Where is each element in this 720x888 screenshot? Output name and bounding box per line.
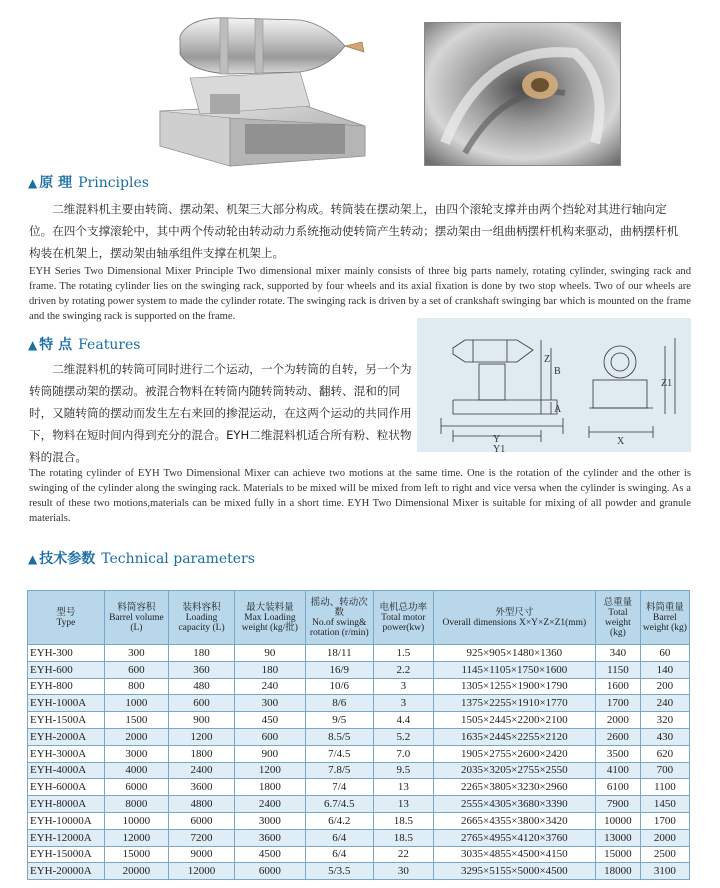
column-header-cn: 最大装料量 — [246, 601, 294, 613]
table-row — [28, 695, 690, 712]
table-cell: 13 — [373, 779, 433, 796]
table-cell-type: EYH-800 — [28, 678, 105, 695]
table-cell: 6/4 — [305, 829, 373, 846]
table-cell: 1635×2445×2255×2120 — [433, 728, 595, 745]
column-header-en: Total weight (kg) — [604, 607, 631, 638]
table-cell: 2400 — [168, 762, 234, 779]
table-cell: 450 — [235, 712, 305, 729]
table-cell: 1700 — [640, 812, 689, 829]
table-row — [28, 645, 690, 662]
table-header-row — [28, 591, 690, 645]
table-cell-type: EYH-1500A — [28, 712, 105, 729]
table-cell: 1800 — [168, 745, 234, 762]
table-cell-type: EYH-600 — [28, 661, 105, 678]
table-cell: 3000 — [104, 745, 168, 762]
table-cell: 7.8/5 — [305, 762, 373, 779]
table-cell: 10/6 — [305, 678, 373, 695]
table-cell: 60 — [640, 645, 689, 662]
table-cell: 5/3.5 — [305, 863, 373, 880]
column-header-en: No.of swing& rotation (r/min) — [309, 617, 369, 638]
table-cell: 1305×1255×1900×1790 — [433, 678, 595, 695]
table-cell: 2000 — [104, 728, 168, 745]
table-cell: 3100 — [640, 863, 689, 880]
table-cell: 2000 — [640, 829, 689, 846]
table-cell: 9000 — [168, 846, 234, 863]
triangle-bullet-icon: ▲ — [28, 176, 38, 190]
table-cell: 4800 — [168, 796, 234, 813]
table-cell: 9/5 — [305, 712, 373, 729]
principles-en-text: EYH Series Two Dimensional Mixer Principle Two dimensional mixer mainly consists of three big parts namely, rotating cylinder, swinging rack and frame. The rotating cylinder lies on the swinging rack, supported by four wheels and its axial fixation is done by two stop wheels. Two of our wheels are driven by rotating power system to made the cylinder rotate. The swinging rack is driven by a set of crankshaft swinging bar which is mounted on the frame and the swinging rack is supported on the frame. — [29, 266, 691, 322]
dim-label-a: A — [554, 404, 562, 415]
table-cell: 22 — [373, 846, 433, 863]
table-row — [28, 745, 690, 762]
features-heading: ▲ 特 点 Features — [28, 337, 141, 353]
table-row — [28, 796, 690, 813]
table-cell: 1800 — [235, 779, 305, 796]
table-cell-type: EYH-8000A — [28, 796, 105, 813]
table-cell: 7900 — [595, 796, 640, 813]
table-row — [28, 779, 690, 796]
table-cell: 2765×4955×4120×3760 — [433, 829, 595, 846]
table-cell: 20000 — [104, 863, 168, 880]
cylinder-interior-photo — [424, 22, 621, 166]
column-header — [595, 591, 640, 645]
dim-label-y1: Y1 — [493, 444, 506, 452]
table-cell-type: EYH-10000A — [28, 812, 105, 829]
column-header-cn: 料筒容积 — [117, 601, 156, 613]
table-cell: 360 — [168, 661, 234, 678]
table-cell: 2555×4305×3680×3390 — [433, 796, 595, 813]
table-cell: 18.5 — [373, 812, 433, 829]
table-cell: 2000 — [595, 712, 640, 729]
column-header-cn: 料筒重量 — [645, 601, 684, 613]
table-cell: 6000 — [235, 863, 305, 880]
column-header-en: Barrel volume (L) — [109, 612, 164, 633]
table-row — [28, 863, 690, 880]
table-cell: 3295×5155×5000×4500 — [433, 863, 595, 880]
table-cell: 3000 — [235, 812, 305, 829]
table-cell: 1375×2255×1910×1770 — [433, 695, 595, 712]
table-cell: 13 — [373, 796, 433, 813]
table-cell: 1200 — [235, 762, 305, 779]
table-cell-type: EYH-15000A — [28, 846, 105, 863]
table-cell: 925×905×1480×1360 — [433, 645, 595, 662]
table-cell: 18/11 — [305, 645, 373, 662]
table-cell-type: EYH-12000A — [28, 829, 105, 846]
table-cell: 5.2 — [373, 728, 433, 745]
table-cell: 30 — [373, 863, 433, 880]
table-cell: 3035×4855×4500×4150 — [433, 846, 595, 863]
table-cell: 140 — [640, 661, 689, 678]
table-cell: 900 — [168, 712, 234, 729]
table-cell: 4500 — [235, 846, 305, 863]
mixer-machine-photo — [150, 6, 380, 168]
table-cell: 6.7/4.5 — [305, 796, 373, 813]
table-cell: 2035×3205×2755×2550 — [433, 762, 595, 779]
table-cell: 4.4 — [373, 712, 433, 729]
table-cell: 12000 — [168, 863, 234, 880]
table-row — [28, 762, 690, 779]
table-cell-type: EYH-4000A — [28, 762, 105, 779]
table-cell: 2665×4355×3800×3420 — [433, 812, 595, 829]
table-row — [28, 661, 690, 678]
table-cell: 9.5 — [373, 762, 433, 779]
table-cell: 8/6 — [305, 695, 373, 712]
table-cell: 240 — [640, 695, 689, 712]
table-cell-type: EYH-3000A — [28, 745, 105, 762]
column-header-en: Type — [56, 617, 76, 628]
table-cell: 1600 — [595, 678, 640, 695]
column-header — [305, 591, 373, 645]
column-header-cn: 外型尺寸 — [495, 606, 534, 618]
table-row — [28, 829, 690, 846]
table-cell: 7/4 — [305, 779, 373, 796]
table-cell-type: EYH-300 — [28, 645, 105, 662]
column-header — [104, 591, 168, 645]
dim-label-x: X — [617, 436, 625, 447]
table-cell: 6/4 — [305, 846, 373, 863]
table-cell: 2400 — [235, 796, 305, 813]
column-header-en: Barrel weight (kg) — [642, 612, 687, 633]
table-cell: 12000 — [104, 829, 168, 846]
table-cell: 240 — [235, 678, 305, 695]
table-body — [28, 645, 690, 880]
table-cell: 600 — [104, 661, 168, 678]
table-cell-type: EYH-2000A — [28, 728, 105, 745]
table-cell: 700 — [640, 762, 689, 779]
technical-heading: ▲ 技术参数 Technical parameters — [28, 551, 255, 567]
table-cell: 18000 — [595, 863, 640, 880]
table-cell: 2265×3805×3230×2960 — [433, 779, 595, 796]
table-cell: 4100 — [595, 762, 640, 779]
table-cell: 18.5 — [373, 829, 433, 846]
table-cell: 200 — [640, 678, 689, 695]
table-cell: 3600 — [235, 829, 305, 846]
table-cell: 180 — [235, 661, 305, 678]
table-cell: 3 — [373, 678, 433, 695]
column-header — [373, 591, 433, 645]
column-header-cn: 电机总功率 — [379, 601, 428, 613]
dim-label-z: Z — [544, 354, 551, 365]
table-cell: 800 — [104, 678, 168, 695]
technical-parameters-table — [27, 590, 690, 880]
table-row — [28, 678, 690, 695]
table-cell: 1450 — [640, 796, 689, 813]
triangle-bullet-icon: ▲ — [28, 552, 38, 566]
features-cn-text: 二维混料机的转筒可同时进行二个运动，一个为转筒的自转，另一个为转筒随摆动架的摆动。被混合物料在转筒内随转筒转动、翻转、混和的同时，又随转筒的摆动而发生左右来回的掺混运动，在这两个运动的共同作用下，物料在短时间内得到充分的混合。EYH二维混料机适合所有粉、粒状物料的混合。 — [29, 362, 412, 464]
table-cell: 1100 — [640, 779, 689, 796]
table-cell: 7/4.5 — [305, 745, 373, 762]
table-cell: 16/9 — [305, 661, 373, 678]
dimension-diagram — [417, 318, 691, 452]
table-cell: 10000 — [595, 812, 640, 829]
table-cell: 340 — [595, 645, 640, 662]
table-cell: 180 — [168, 645, 234, 662]
column-header — [433, 591, 595, 645]
table-cell: 13000 — [595, 829, 640, 846]
table-cell: 300 — [235, 695, 305, 712]
dim-label-z1: Z1 — [661, 378, 673, 389]
column-header-cn: 装料容积 — [182, 601, 221, 613]
table-cell: 1.5 — [373, 645, 433, 662]
triangle-bullet-icon: ▲ — [28, 338, 38, 352]
table-cell: 2.2 — [373, 661, 433, 678]
table-cell-type: EYH-6000A — [28, 779, 105, 796]
table-cell-type: EYH-20000A — [28, 863, 105, 880]
table-row — [28, 812, 690, 829]
column-header-en: Max Loading weight (kg/批) — [241, 612, 298, 633]
dim-label-y: Y — [493, 434, 501, 445]
table-cell: 600 — [168, 695, 234, 712]
features-en-text: The rotating cylinder of EYH Two Dimensional Mixer can achieve two motions at the same time. One is the rotation of the cylinder and the other is swinging of the cylinder along the swinging rack. Materials to be mixed will be mixed from left to right and vice versa when the cylinder is swinging. As a result of these two motions,materials can be mixed fully in a short time. EYH Two Dimensional Mixer is suitable for mixing of all powder and granule materials. — [29, 468, 691, 524]
table-cell: 1150 — [595, 661, 640, 678]
table-cell: 1000 — [104, 695, 168, 712]
table-row — [28, 712, 690, 729]
column-header — [168, 591, 234, 645]
table-cell: 600 — [235, 728, 305, 745]
table-cell: 2600 — [595, 728, 640, 745]
table-cell: 900 — [235, 745, 305, 762]
table-cell: 300 — [104, 645, 168, 662]
table-row — [28, 728, 690, 745]
table-cell: 6100 — [595, 779, 640, 796]
table-cell: 15000 — [595, 846, 640, 863]
principles-heading: ▲ 原 理 Principles — [28, 175, 149, 191]
table-cell: 4000 — [104, 762, 168, 779]
table-cell: 1505×2445×2200×2100 — [433, 712, 595, 729]
table-cell: 620 — [640, 745, 689, 762]
table-cell: 90 — [235, 645, 305, 662]
table-cell: 6000 — [168, 812, 234, 829]
table-cell: 1700 — [595, 695, 640, 712]
table-cell: 1200 — [168, 728, 234, 745]
table-cell: 7.0 — [373, 745, 433, 762]
table-cell: 480 — [168, 678, 234, 695]
column-header-cn: 型号 — [56, 606, 76, 618]
table-row — [28, 846, 690, 863]
table-cell: 3500 — [595, 745, 640, 762]
table-cell: 3600 — [168, 779, 234, 796]
table-cell: 8.5/5 — [305, 728, 373, 745]
table-cell: 15000 — [104, 846, 168, 863]
column-header — [640, 591, 689, 645]
column-header — [28, 591, 105, 645]
column-header — [235, 591, 305, 645]
table-cell: 6000 — [104, 779, 168, 796]
table-cell: 320 — [640, 712, 689, 729]
table-cell: 3 — [373, 695, 433, 712]
column-header-cn: 摇动、转动次数 — [310, 596, 368, 618]
column-header-cn: 总重量 — [603, 596, 633, 608]
table-cell: 7200 — [168, 829, 234, 846]
table-cell: 8000 — [104, 796, 168, 813]
table-cell-type: EYH-1000A — [28, 695, 105, 712]
column-header-en: Total motor power(kw) — [381, 612, 426, 633]
table-cell: 2500 — [640, 846, 689, 863]
column-header-en: Loading capacity (L) — [178, 612, 225, 633]
principles-cn-text: 二维混料机主要由转筒、摆动架、机架三大部分构成。转筒装在摆动架上，由四个滚轮支撑并由两个挡轮对其进行轴向定位。在四个支撑滚轮中，其中两个传动轮由转动动力系统拖动使转筒产生转动；摆动架由一组曲柄摆杆机构来驱动，曲柄摆杆机构装在机架上，摆动架由轴承组件支撑在机架上。 — [29, 202, 679, 260]
column-header-en: Overall dimensions X×Y×Z×Z1(mm) — [442, 617, 587, 628]
table-cell: 1905×2755×2600×2420 — [433, 745, 595, 762]
dim-label-b: B — [554, 366, 561, 377]
table-cell: 6/4.2 — [305, 812, 373, 829]
table-cell: 1500 — [104, 712, 168, 729]
table-cell: 10000 — [104, 812, 168, 829]
table-cell: 430 — [640, 728, 689, 745]
table-cell: 1145×1105×1750×1600 — [433, 661, 595, 678]
